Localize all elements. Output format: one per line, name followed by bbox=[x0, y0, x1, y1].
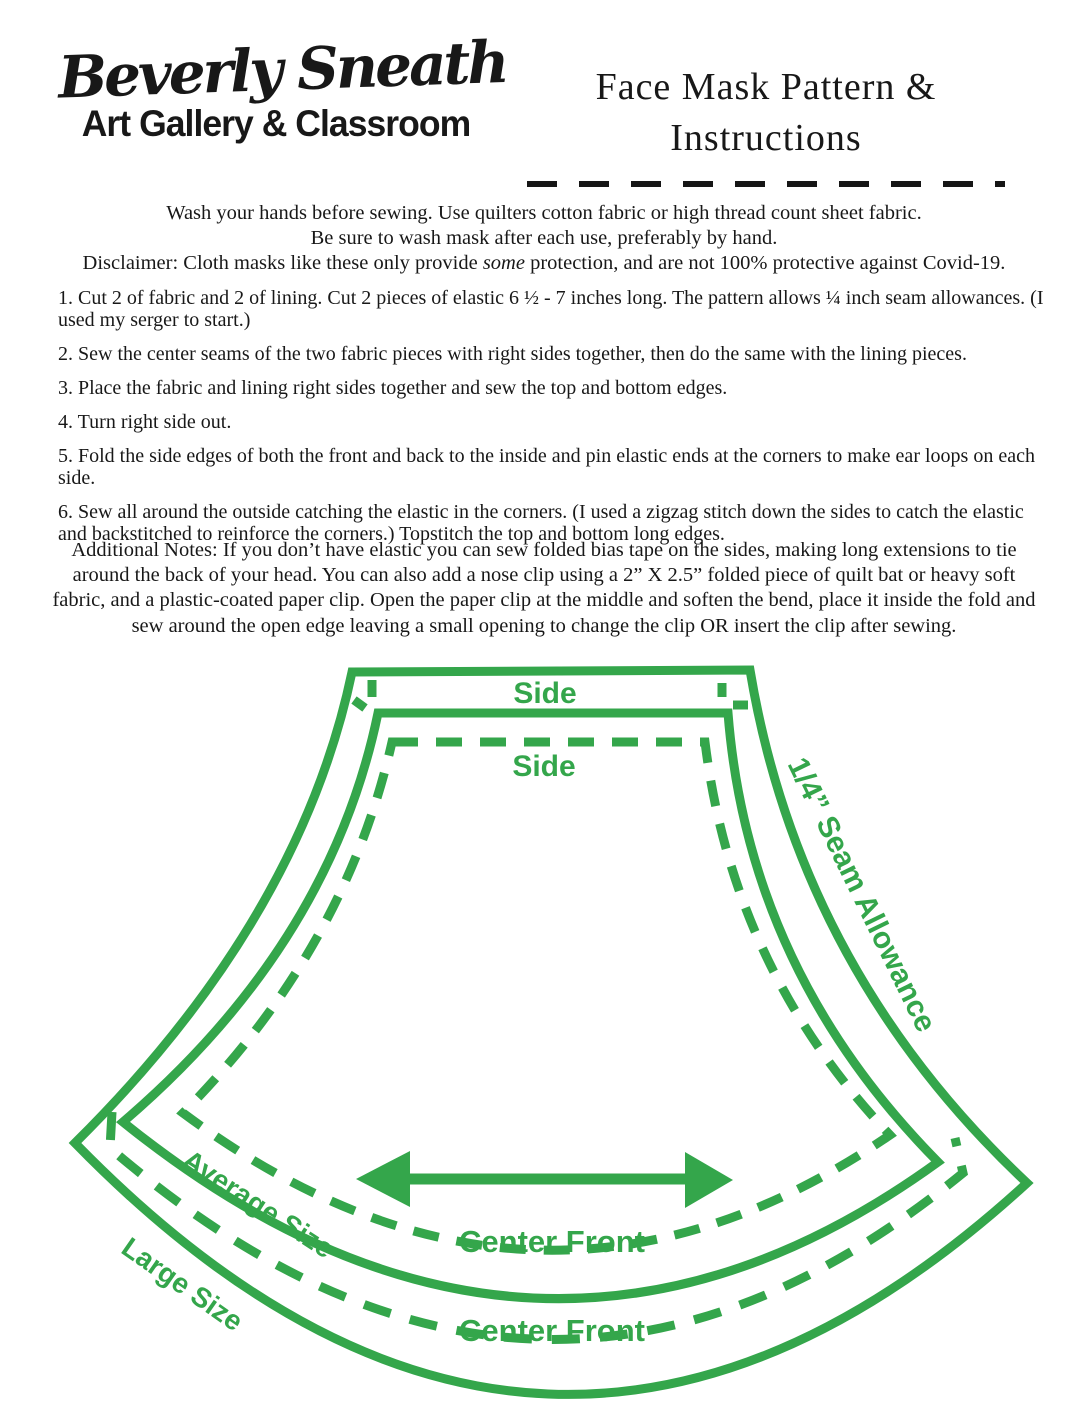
label-seam-allowance: 1/4” Seam Allowance bbox=[780, 752, 943, 1038]
title-line-1: Face Mask Pattern & bbox=[595, 66, 937, 108]
intro-line-2: Be sure to wash mask after each use, preferably by hand. bbox=[310, 227, 778, 249]
logo-script-text: Beverly Sneath bbox=[56, 27, 508, 112]
label-center-front-large: Center Front bbox=[459, 1313, 645, 1348]
dashed-rule bbox=[527, 181, 1005, 187]
instruction-step-3: 3. Place the fabric and lining right sides together and sew the top and bottom edges. bbox=[58, 377, 728, 399]
intro-disclaimer bbox=[0, 251, 1088, 276]
disclaimer-emphasis: some bbox=[482, 252, 525, 274]
instruction-step-6: 6. Sew all around the outside catching the elastic in the corners. (I used a zigzag stitch down the sides to catch the elastic and backstitched to reinforce the corners.) Topstitch the top and bottom long edges. bbox=[58, 501, 1024, 545]
label-side-inner: Side bbox=[512, 750, 576, 783]
label-average-size: Average Size bbox=[177, 1143, 340, 1265]
label-large-size: Large Size bbox=[116, 1231, 249, 1338]
label-center-front-average: Center Front bbox=[459, 1224, 645, 1259]
instruction-list bbox=[58, 287, 1052, 557]
intro-line-1: Wash your hands before sewing. Use quilters cotton fabric or high thread count sheet fabric. bbox=[166, 202, 922, 224]
disclaimer-prefix: Disclaimer: Cloth masks like these only provide bbox=[82, 252, 483, 274]
logo-subtitle: Art Gallery & Classroom bbox=[81, 102, 471, 144]
instruction-step-5: 5. Fold the side edges of both the front and back to the inside and pin elastic ends at the corners to make ear loops on each side. bbox=[58, 445, 1035, 489]
additional-notes: Additional Notes: If you don’t have elastic you can sew folded bias tape on the sides, making long extensions to tie around the back of your head. You can also add a nose clip using a 2” X 2.5” folded piece of quilt bat or heavy soft fabric, and a plastic-coated paper clip. Open the paper clip at the middle and soften the bend, place it inside the fold and sew around the open edge leaving a small opening to change the clip OR insert the clip after sewing. bbox=[52, 539, 1036, 637]
logo-block bbox=[56, 27, 508, 145]
title-line-2: Instructions bbox=[670, 117, 862, 160]
instruction-step-2: 2. Sew the center seams of the two fabric pieces with right sides together, then do the same with the lining pieces. bbox=[58, 343, 967, 365]
instruction-step-1: 1. Cut 2 of fabric and 2 of lining. Cut 2 pieces of elastic 6 ½ - 7 inches long. The pattern allows ¼ inch seam allowances. (I used my serger to start.) bbox=[58, 287, 1044, 331]
intro-paragraph bbox=[0, 201, 1088, 276]
document-title bbox=[520, 62, 1012, 187]
arrow-head-right-icon bbox=[685, 1152, 733, 1208]
arrow-head-left-icon bbox=[356, 1151, 410, 1207]
disclaimer-suffix: protection, and are not 100% protective against Covid-19. bbox=[524, 252, 1006, 274]
notch-marks-top-left bbox=[354, 680, 372, 708]
instruction-step-4: 4. Turn right side out. bbox=[58, 411, 232, 433]
mask-pattern-diagram bbox=[0, 650, 1088, 1408]
label-side-outer: Side bbox=[513, 677, 577, 710]
notch-marks-top-right bbox=[722, 683, 748, 705]
